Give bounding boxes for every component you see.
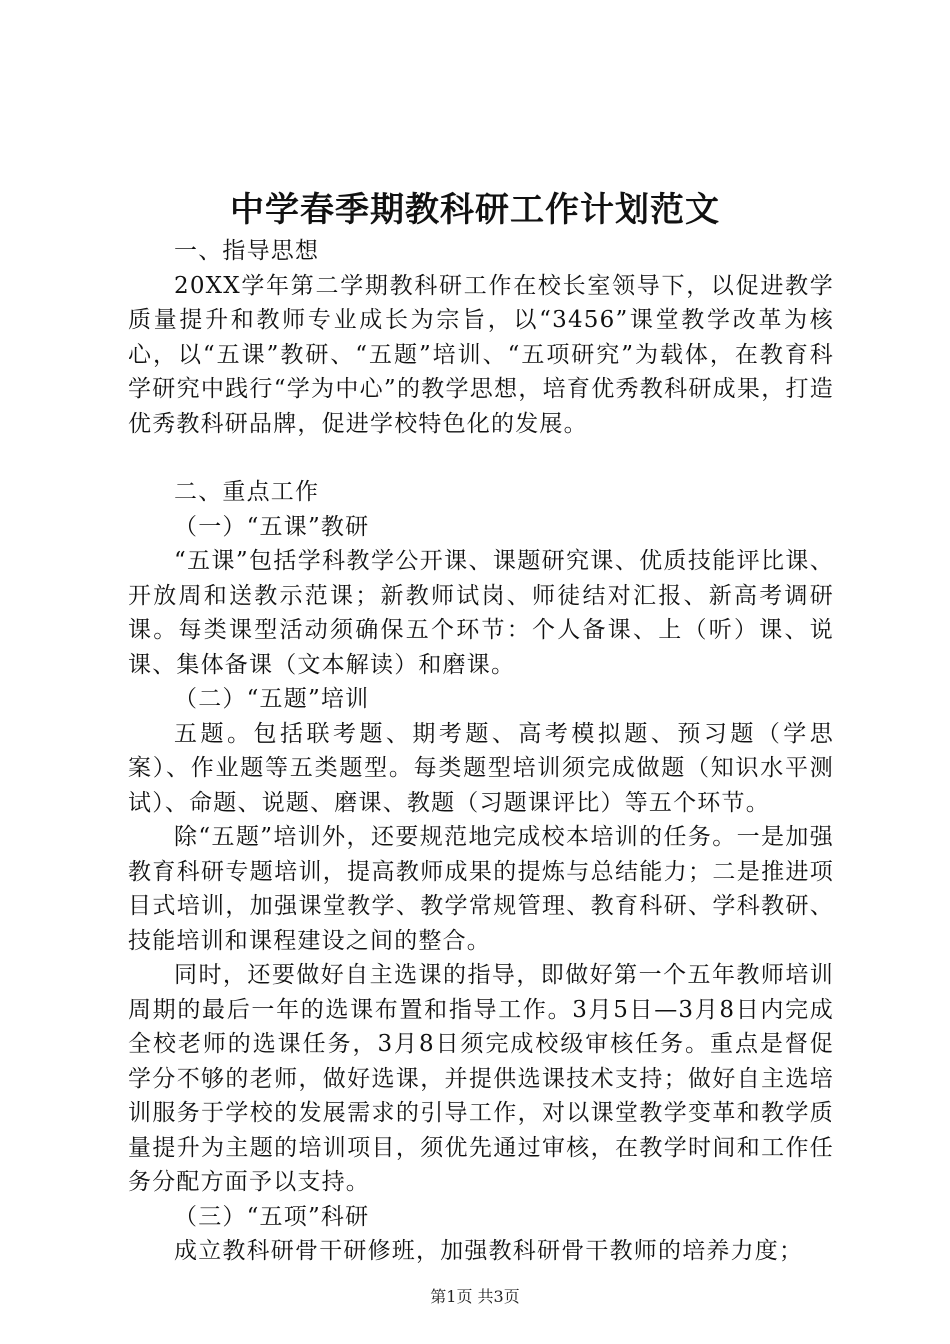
subsection-heading-five-lessons: （一）“五课”教研 bbox=[174, 513, 370, 540]
paragraph-school-training: 除“五题”培训外，还要规范地完成校本培训的任务。一是加强教育科研专题培训，提高教师成果的提炼与总结能力；二是推进项目式培训，加强课堂教学、教学常规管理、教育科研、学科教研、技能培训和课程建设之间的整合。 bbox=[128, 824, 834, 954]
paragraph-course-selection: 同时，还要做好自主选课的指导，即做好第一个五年教师培训周期的最后一年的选课布置和指导工作。3月5日—3月8日内完成全校老师的选课任务，3月8日须完成校级审核任务。重点是督促学分不够的老师，做好选课，并提供选课技术支持；做好自主选培训服务于学校的发展需求的引导工作，对以课堂教学变革和教学质量提升为主题的培训项目，须优先通过审核，在教学时间和工作任务分配方面予以支持。 bbox=[128, 962, 834, 1195]
page-footer: 第1页 共3页 bbox=[430, 1287, 520, 1306]
paragraph-gap bbox=[128, 441, 834, 475]
section-heading-guiding-ideology: 一、指导思想 bbox=[174, 238, 320, 264]
paragraph-guiding-ideology: 20XX学年第二学期教科研工作在校长室领导下，以促进教学质量提升和教师专业成长为宗旨，以“3456”课堂教学改革为核心，以“五课”教研、“五题”培训、“五项研究”为载体，在教育科学研究中践行“学为中心”的教学思想，培育优秀教科研成果，打造优秀教科研品牌，促进学校特色化的发展。 bbox=[128, 272, 834, 437]
paragraph-five-research: 成立教科研骨干研修班，加强教科研骨干教师的培养力度； bbox=[174, 1238, 804, 1264]
subsection-heading-five-questions: （二）“五题”培训 bbox=[174, 686, 370, 712]
subsection-heading-five-research: （三）“五项”科研 bbox=[174, 1203, 370, 1230]
section-heading-key-work: 二、重点工作 bbox=[174, 479, 320, 505]
document-body bbox=[128, 234, 834, 1269]
paragraph-five-questions: 五题。包括联考题、期考题、高考模拟题、预习题（学思案）、作业题等五类题型。每类题型培训须完成做题（知识水平测试）、命题、说题、磨课、教题（习题课评比）等五个环节。 bbox=[128, 720, 834, 816]
document-title: 中学春季期教科研工作计划范文 bbox=[230, 190, 720, 230]
paragraph-five-lessons: “五课”包括学科教学公开课、课题研究课、优质技能评比课、开放周和送教示范课；新教师试岗、师徒结对汇报、新高考调研课。每类课型活动须确保五个环节：个人备课、上（听）课、说课、集体备课（文本解读）和磨课。 bbox=[128, 548, 834, 678]
